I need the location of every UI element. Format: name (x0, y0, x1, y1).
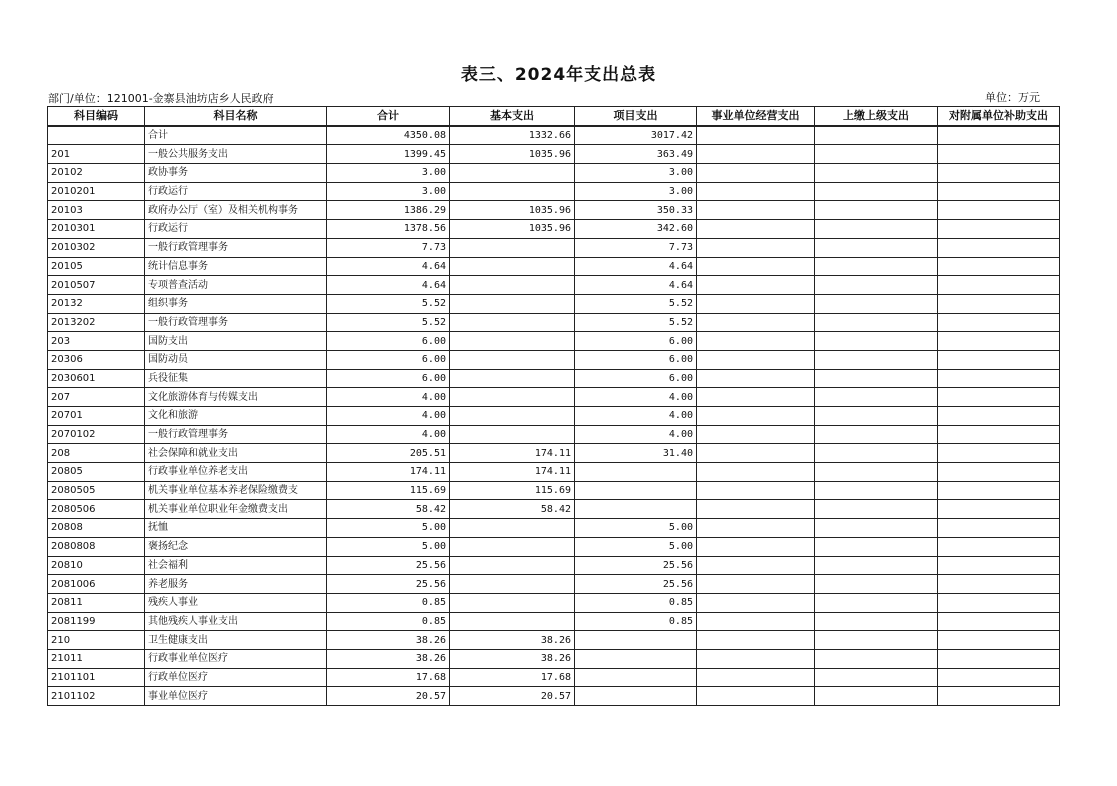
upper-cell (815, 350, 938, 369)
header-code: 科目编码 (48, 107, 145, 126)
ops-cell (697, 313, 815, 332)
name-cell: 社会福利 (145, 556, 327, 575)
subsidy-cell (938, 369, 1060, 388)
table-row (48, 668, 1060, 687)
subsidy-cell (938, 668, 1060, 687)
subsidy-cell (938, 444, 1060, 463)
basic-cell: 1035.96 (450, 145, 575, 164)
subsidy-cell (938, 350, 1060, 369)
name-cell: 政协事务 (145, 164, 327, 183)
subsidy-cell (938, 388, 1060, 407)
name-cell: 一般公共服务支出 (145, 145, 327, 164)
code-cell: 207 (48, 388, 145, 407)
code-cell: 2080506 (48, 500, 145, 519)
code-cell: 2010302 (48, 238, 145, 257)
header-subsidy: 对附属单位补助支出 (938, 107, 1060, 126)
project-cell: 3.00 (575, 164, 697, 183)
table-row (48, 201, 1060, 220)
basic-cell (450, 276, 575, 295)
total-cell: 115.69 (327, 481, 450, 500)
basic-cell (450, 332, 575, 351)
upper-cell (815, 388, 938, 407)
ops-cell (697, 687, 815, 706)
subsidy-cell (938, 313, 1060, 332)
project-cell: 7.73 (575, 238, 697, 257)
upper-cell (815, 201, 938, 220)
total-cell: 5.00 (327, 519, 450, 538)
project-cell (575, 631, 697, 650)
code-cell: 2101102 (48, 687, 145, 706)
header-row (48, 107, 1060, 126)
basic-cell: 1332.66 (450, 126, 575, 145)
subsidy-cell (938, 593, 1060, 612)
total-cell: 17.68 (327, 668, 450, 687)
upper-cell (815, 220, 938, 239)
table-row (48, 407, 1060, 426)
total-cell: 6.00 (327, 332, 450, 351)
subsidy-cell (938, 575, 1060, 594)
table-row (48, 238, 1060, 257)
basic-cell (450, 425, 575, 444)
project-cell (575, 481, 697, 500)
ops-cell (697, 350, 815, 369)
basic-cell (450, 593, 575, 612)
code-cell: 208 (48, 444, 145, 463)
basic-cell (450, 238, 575, 257)
total-cell: 4.00 (327, 425, 450, 444)
basic-cell: 174.11 (450, 444, 575, 463)
name-cell: 国防动员 (145, 350, 327, 369)
upper-cell (815, 145, 938, 164)
name-cell: 统计信息事务 (145, 257, 327, 276)
table-row (48, 649, 1060, 668)
table-row (48, 593, 1060, 612)
upper-cell (815, 631, 938, 650)
name-cell: 组织事务 (145, 294, 327, 313)
name-cell: 社会保障和就业支出 (145, 444, 327, 463)
ops-cell (697, 481, 815, 500)
ops-cell (697, 145, 815, 164)
code-cell: 2010201 (48, 182, 145, 201)
ops-cell (697, 556, 815, 575)
table-row (48, 444, 1060, 463)
basic-cell (450, 294, 575, 313)
name-cell: 行政事业单位医疗 (145, 649, 327, 668)
upper-cell (815, 257, 938, 276)
name-cell: 机关事业单位职业年金缴费支出 (145, 500, 327, 519)
name-cell: 一般行政管理事务 (145, 425, 327, 444)
total-cell: 0.85 (327, 593, 450, 612)
name-cell: 文化旅游体育与传媒支出 (145, 388, 327, 407)
total-cell: 5.00 (327, 537, 450, 556)
code-cell: 201 (48, 145, 145, 164)
code-cell: 2080505 (48, 481, 145, 500)
name-cell: 兵役征集 (145, 369, 327, 388)
name-cell: 专项普查活动 (145, 276, 327, 295)
name-cell: 一般行政管理事务 (145, 313, 327, 332)
total-cell: 205.51 (327, 444, 450, 463)
name-cell: 褒扬纪念 (145, 537, 327, 556)
total-cell: 3.00 (327, 164, 450, 183)
code-cell: 20132 (48, 294, 145, 313)
table-row (48, 220, 1060, 239)
code-cell: 20306 (48, 350, 145, 369)
upper-cell (815, 537, 938, 556)
subsidy-cell (938, 238, 1060, 257)
subsidy-cell (938, 126, 1060, 145)
total-cell: 5.52 (327, 313, 450, 332)
subsidy-cell (938, 481, 1060, 500)
upper-cell (815, 500, 938, 519)
code-cell: 20805 (48, 463, 145, 482)
table-row (48, 519, 1060, 538)
basic-cell: 1035.96 (450, 220, 575, 239)
upper-cell (815, 668, 938, 687)
upper-cell (815, 444, 938, 463)
ops-cell (697, 519, 815, 538)
name-cell: 国防支出 (145, 332, 327, 351)
ops-cell (697, 201, 815, 220)
table-row (48, 332, 1060, 351)
ops-cell (697, 294, 815, 313)
total-cell: 4.64 (327, 257, 450, 276)
total-cell: 1378.56 (327, 220, 450, 239)
basic-cell (450, 388, 575, 407)
subsidy-cell (938, 519, 1060, 538)
table-row (48, 575, 1060, 594)
project-cell: 25.56 (575, 575, 697, 594)
code-cell: 2101101 (48, 668, 145, 687)
code-cell: 2013202 (48, 313, 145, 332)
code-cell: 20810 (48, 556, 145, 575)
ops-cell (697, 388, 815, 407)
basic-cell (450, 407, 575, 426)
basic-cell: 20.57 (450, 687, 575, 706)
table-row (48, 481, 1060, 500)
basic-cell (450, 164, 575, 183)
table-row (48, 182, 1060, 201)
name-cell: 养老服务 (145, 575, 327, 594)
project-cell: 5.52 (575, 313, 697, 332)
total-cell: 58.42 (327, 500, 450, 519)
name-cell: 合计 (145, 126, 327, 145)
subsidy-cell (938, 164, 1060, 183)
total-cell: 25.56 (327, 575, 450, 594)
ops-cell (697, 575, 815, 594)
name-cell: 抚恤 (145, 519, 327, 538)
basic-cell (450, 612, 575, 631)
table-row (48, 388, 1060, 407)
upper-cell (815, 519, 938, 538)
upper-cell (815, 238, 938, 257)
basic-cell (450, 537, 575, 556)
code-cell: 20808 (48, 519, 145, 538)
ops-cell (697, 668, 815, 687)
table-row (48, 500, 1060, 519)
upper-cell (815, 575, 938, 594)
name-cell: 机关事业单位基本养老保险缴费支 (145, 481, 327, 500)
upper-cell (815, 649, 938, 668)
upper-cell (815, 612, 938, 631)
total-cell: 1386.29 (327, 201, 450, 220)
header-ops: 事业单位经营支出 (697, 107, 815, 126)
table-body (48, 126, 1060, 706)
table-header (48, 107, 1060, 126)
total-cell: 38.26 (327, 649, 450, 668)
code-cell: 2030601 (48, 369, 145, 388)
table-row (48, 126, 1060, 145)
header-basic: 基本支出 (450, 107, 575, 126)
ops-cell (697, 463, 815, 482)
project-cell: 6.00 (575, 369, 697, 388)
total-cell: 4.00 (327, 407, 450, 426)
table-row (48, 369, 1060, 388)
code-cell: 20701 (48, 407, 145, 426)
code-cell: 2081199 (48, 612, 145, 631)
ops-cell (697, 182, 815, 201)
subsidy-cell (938, 631, 1060, 650)
project-cell (575, 668, 697, 687)
project-cell: 5.52 (575, 294, 697, 313)
ops-cell (697, 220, 815, 239)
total-cell: 4.00 (327, 388, 450, 407)
basic-cell (450, 575, 575, 594)
subsidy-cell (938, 201, 1060, 220)
name-cell: 行政单位医疗 (145, 668, 327, 687)
subsidy-cell (938, 463, 1060, 482)
ops-cell (697, 500, 815, 519)
upper-cell (815, 425, 938, 444)
project-cell: 3017.42 (575, 126, 697, 145)
subsidy-cell (938, 500, 1060, 519)
table-row (48, 463, 1060, 482)
unit-label: 单位：万元 (985, 91, 1040, 104)
code-cell: 2010507 (48, 276, 145, 295)
upper-cell (815, 313, 938, 332)
upper-cell (815, 126, 938, 145)
table-row (48, 537, 1060, 556)
table-row (48, 294, 1060, 313)
upper-cell (815, 276, 938, 295)
total-cell: 4350.08 (327, 126, 450, 145)
code-cell: 20811 (48, 593, 145, 612)
total-cell: 1399.45 (327, 145, 450, 164)
ops-cell (697, 444, 815, 463)
header-project: 项目支出 (575, 107, 697, 126)
ops-cell (697, 164, 815, 183)
code-cell: 2081006 (48, 575, 145, 594)
document-title: 表三、2024年支出总表 (460, 65, 657, 85)
basic-cell (450, 369, 575, 388)
project-cell: 4.64 (575, 276, 697, 295)
code-cell (48, 126, 145, 145)
header-name: 科目名称 (145, 107, 327, 126)
basic-cell (450, 182, 575, 201)
project-cell: 5.00 (575, 519, 697, 538)
basic-cell: 17.68 (450, 668, 575, 687)
ops-cell (697, 369, 815, 388)
total-cell: 7.73 (327, 238, 450, 257)
basic-cell: 115.69 (450, 481, 575, 500)
project-cell: 3.00 (575, 182, 697, 201)
basic-cell (450, 350, 575, 369)
table-row (48, 313, 1060, 332)
project-cell: 342.60 (575, 220, 697, 239)
project-cell (575, 500, 697, 519)
ops-cell (697, 537, 815, 556)
project-cell: 0.85 (575, 593, 697, 612)
project-cell: 4.64 (575, 257, 697, 276)
total-cell: 5.52 (327, 294, 450, 313)
project-cell: 25.56 (575, 556, 697, 575)
upper-cell (815, 556, 938, 575)
name-cell: 其他残疾人事业支出 (145, 612, 327, 631)
total-cell: 0.85 (327, 612, 450, 631)
subsidy-cell (938, 220, 1060, 239)
name-cell: 卫生健康支出 (145, 631, 327, 650)
basic-cell: 1035.96 (450, 201, 575, 220)
basic-cell: 174.11 (450, 463, 575, 482)
upper-cell (815, 407, 938, 426)
header-upper: 上缴上级支出 (815, 107, 938, 126)
basic-cell: 58.42 (450, 500, 575, 519)
ops-cell (697, 126, 815, 145)
ops-cell (697, 649, 815, 668)
name-cell: 行政事业单位养老支出 (145, 463, 327, 482)
table-row (48, 612, 1060, 631)
basic-cell (450, 313, 575, 332)
code-cell: 2070102 (48, 425, 145, 444)
subsidy-cell (938, 294, 1060, 313)
basic-cell: 38.26 (450, 649, 575, 668)
table-row (48, 350, 1060, 369)
subsidy-cell (938, 556, 1060, 575)
project-cell (575, 463, 697, 482)
upper-cell (815, 182, 938, 201)
upper-cell (815, 463, 938, 482)
name-cell: 行政运行 (145, 182, 327, 201)
department-label: 部门/单位：121001-金寨县油坊店乡人民政府 (48, 92, 274, 105)
table-row (48, 145, 1060, 164)
project-cell: 4.00 (575, 388, 697, 407)
total-cell: 6.00 (327, 369, 450, 388)
table-row (48, 631, 1060, 650)
total-cell: 20.57 (327, 687, 450, 706)
subsidy-cell (938, 145, 1060, 164)
basic-cell (450, 556, 575, 575)
project-cell: 363.49 (575, 145, 697, 164)
subsidy-cell (938, 332, 1060, 351)
upper-cell (815, 164, 938, 183)
ops-cell (697, 593, 815, 612)
project-cell: 5.00 (575, 537, 697, 556)
total-cell: 174.11 (327, 463, 450, 482)
ops-cell (697, 631, 815, 650)
code-cell: 2080808 (48, 537, 145, 556)
ops-cell (697, 407, 815, 426)
subsidy-cell (938, 425, 1060, 444)
ops-cell (697, 276, 815, 295)
table-row (48, 257, 1060, 276)
total-cell: 3.00 (327, 182, 450, 201)
subsidy-cell (938, 537, 1060, 556)
code-cell: 20103 (48, 201, 145, 220)
total-cell: 25.56 (327, 556, 450, 575)
project-cell (575, 687, 697, 706)
table-row (48, 687, 1060, 706)
ops-cell (697, 332, 815, 351)
basic-cell: 38.26 (450, 631, 575, 650)
subsidy-cell (938, 182, 1060, 201)
project-cell: 6.00 (575, 332, 697, 351)
ops-cell (697, 238, 815, 257)
upper-cell (815, 369, 938, 388)
basic-cell (450, 257, 575, 276)
subsidy-cell (938, 257, 1060, 276)
ops-cell (697, 612, 815, 631)
name-cell: 一般行政管理事务 (145, 238, 327, 257)
name-cell: 事业单位医疗 (145, 687, 327, 706)
subsidy-cell (938, 612, 1060, 631)
subsidy-cell (938, 687, 1060, 706)
project-cell: 0.85 (575, 612, 697, 631)
name-cell: 行政运行 (145, 220, 327, 239)
subsidy-cell (938, 276, 1060, 295)
expenditure-table (47, 106, 1060, 706)
total-cell: 38.26 (327, 631, 450, 650)
subsidy-cell (938, 649, 1060, 668)
ops-cell (697, 425, 815, 444)
code-cell: 21011 (48, 649, 145, 668)
project-cell: 31.40 (575, 444, 697, 463)
name-cell: 文化和旅游 (145, 407, 327, 426)
table-row (48, 556, 1060, 575)
subsidy-cell (938, 407, 1060, 426)
project-cell: 350.33 (575, 201, 697, 220)
upper-cell (815, 332, 938, 351)
project-cell: 4.00 (575, 407, 697, 426)
total-cell: 4.64 (327, 276, 450, 295)
upper-cell (815, 593, 938, 612)
ops-cell (697, 257, 815, 276)
project-cell (575, 649, 697, 668)
code-cell: 2010301 (48, 220, 145, 239)
basic-cell (450, 519, 575, 538)
project-cell: 6.00 (575, 350, 697, 369)
header-total: 合计 (327, 107, 450, 126)
total-cell: 6.00 (327, 350, 450, 369)
upper-cell (815, 687, 938, 706)
name-cell: 政府办公厅（室）及相关机构事务 (145, 201, 327, 220)
code-cell: 20102 (48, 164, 145, 183)
table-row (48, 425, 1060, 444)
upper-cell (815, 481, 938, 500)
table-row (48, 276, 1060, 295)
table-row (48, 164, 1060, 183)
code-cell: 20105 (48, 257, 145, 276)
project-cell: 4.00 (575, 425, 697, 444)
upper-cell (815, 294, 938, 313)
code-cell: 203 (48, 332, 145, 351)
code-cell: 210 (48, 631, 145, 650)
name-cell: 残疾人事业 (145, 593, 327, 612)
